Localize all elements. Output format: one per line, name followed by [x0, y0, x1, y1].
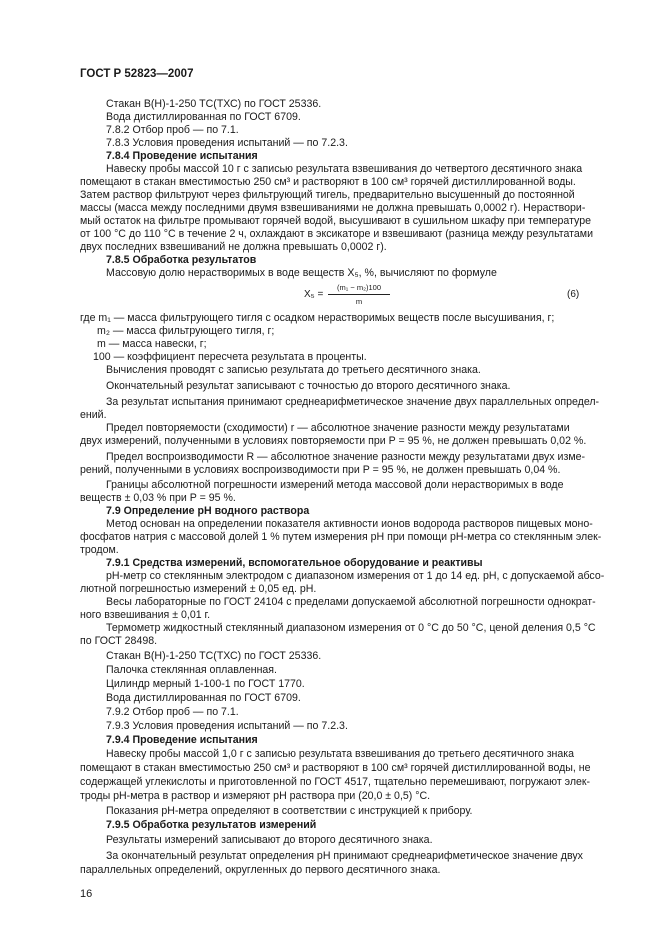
text-line: 7.8.2 Отбор проб — по 7.1. [106, 124, 239, 136]
text-line: Результаты измерений записывают до второго десятичного знака. [106, 834, 433, 846]
text-line: 7.9.3 Условия проведения испытаний — по 7.2.3. [106, 720, 348, 732]
text-line: 100 — коэффициент пересчета результата в проценты. [93, 351, 367, 363]
section-heading: 7.8.4 Проведение испытания [106, 150, 258, 162]
text-line: мый остаток на фильтре промывают горячей водой, высушивают в сушильном шкафу при температуре [80, 215, 592, 227]
section-heading: 7.8.5 Обработка результатов [106, 254, 257, 266]
text-line: За результат испытания принимают среднеарифметическое значение двух параллельных определ- [106, 396, 600, 408]
text-line: веществ ± 0,03 % при P = 95 %. [80, 492, 236, 504]
text-line: Палочка стеклянная оплавленная. [106, 664, 277, 676]
text-line: где m₁ — масса фильтрующего тигля с осадком нерастворимых веществ после высушивания, г; [80, 312, 555, 324]
document-header: ГОСТ Р 52823—2007 [80, 68, 194, 80]
section-heading: 7.9.5 Обработка результатов измерений [106, 819, 317, 831]
text-line: Вода дистиллированная по ГОСТ 6709. [106, 692, 301, 704]
section-heading: 7.9.4 Проведение испытания [106, 734, 258, 746]
text-line: Стакан В(Н)-1-250 ТС(ТХС) по ГОСТ 25336. [106, 650, 322, 662]
text-line: Предел воспроизводимости R — абсолютное значение разности между результатами двух изме- [106, 451, 586, 463]
text-line: параллельных определений, округленных до первого десятичного знака. [80, 864, 441, 876]
text-line: троды рН-метра в раствор и измеряют рН раствора при (20,0 ± 0,5) °С. [80, 790, 431, 802]
fraction-bar [328, 294, 390, 295]
text-line: m — масса навески, г; [97, 338, 207, 350]
text-line: массы (масса между последними двумя взвешиваниями не должна превышать 0,0002 г). Нераствори- [80, 202, 586, 214]
text-line: За окончательный результат определения рН принимают среднеарифметическое значение двух [106, 850, 583, 862]
text-line: Метод основан на определении показателя активности ионов водорода растворов пищевых моно- [106, 518, 593, 530]
formula-denominator: m [355, 297, 363, 306]
section-heading: 7.9 Определение рН водного раствора [106, 505, 310, 517]
text-line: двух измерений, полученными в условиях повторяемости при P = 95 %, не должен превышать 0,02 %. [80, 435, 587, 447]
text-line: помещают в стакан вместимостью 250 см³ и растворяют в 100 см³ горячей дистиллированной воды, не [80, 762, 591, 774]
formula-numerator: (m₁ − m₂)100 [337, 283, 381, 292]
text-line: Вычисления проводят с записью результата до третьего десятичного знака. [106, 364, 481, 376]
text-line: ений. [80, 409, 107, 421]
text-line: Затем раствор фильтруют через фильтрующий тигель, предварительно высушенный до постоянной [80, 189, 575, 201]
text-line: лютной погрешностью измерений ± 0,05 ед. рН. [80, 583, 317, 595]
text-line: содержащей углекислоты и приготовленной по ГОСТ 4517, тщательно перемешивают, погружают элек- [80, 776, 591, 788]
text-line: 7.8.3 Условия проведения испытаний — по 7.2.3. [106, 137, 348, 149]
text-line: рН-метр со стеклянным электродом с диапазоном измерения от 1 до 14 ед. рН, с допускаемой абсо- [106, 570, 605, 582]
text-line: по ГОСТ 28498. [80, 635, 158, 647]
text-line: m₂ — масса фильтрующего тигля, г; [97, 325, 275, 337]
text-line: рений, полученными в условиях воспроизводимости при P = 95 %, не должен превышать 0,04 %. [80, 464, 561, 476]
text-line: тродом. [80, 544, 119, 556]
text-line: Вода дистиллированная по ГОСТ 6709. [106, 111, 301, 123]
text-line: Цилиндр мерный 1-100-1 по ГОСТ 1770. [106, 678, 305, 690]
text-line: Границы абсолютной погрешности измерений метода массовой доли нерастворимых в воде [106, 479, 564, 491]
text-line: Массовую долю нерастворимых в воде веществ X₅, %, вычисляют по формуле [106, 267, 497, 279]
text-line: Стакан В(Н)-1-250 ТС(ТХС) по ГОСТ 25336. [106, 98, 322, 110]
text-line: от 100 °С до 110 °С в течение 2 ч, охлаждают в эксикаторе и взвешивают (разница между результатами [80, 228, 593, 240]
text-line: ного взвешивания ± 0,01 г. [80, 609, 211, 621]
text-line: помещают в стакан вместимостью 250 см³ и растворяют в 100 см³ горячей дистиллированной воды. [80, 176, 576, 188]
formula-lhs: X₅ = [304, 289, 324, 300]
text-line: Навеску пробы массой 10 г с записью результата взвешивания до четвертого десятичного знака [106, 163, 583, 175]
formula-number: (6) [567, 289, 580, 300]
text-line: Термометр жидкостный стеклянный диапазоном измерения от 0 °С до 50 °С, ценой деления 0,5 °С [106, 622, 596, 634]
text-line: Окончательный результат записывают с точностью до второго десятичного знака. [106, 380, 511, 392]
text-line: Показания рН-метра определяют в соответствии с инструкцией к прибору. [106, 805, 473, 817]
text-line: Предел повторяемости (сходимости) r — абсолютное значение разности между результатами [106, 422, 570, 434]
page-number: 16 [80, 888, 93, 900]
text-line: фосфатов натрия с массовой долей 1 % путем измерения рН при помощи рН-метра со стеклянным элек- [80, 531, 602, 543]
text-line: 7.9.2 Отбор проб — по 7.1. [106, 706, 239, 718]
text-line: двух последних взвешиваний не должна превышать 0,0002 г). [80, 241, 387, 253]
text-line: Навеску пробы массой 1,0 г с записью результата взвешивания до третьего десятичного знака [106, 748, 575, 760]
section-heading: 7.9.1 Средства измерений, вспомогательное оборудование и реактивы [106, 557, 483, 569]
text-line: Весы лабораторные по ГОСТ 24104 с пределами допускаемой абсолютной погрешности однократ- [106, 596, 596, 608]
